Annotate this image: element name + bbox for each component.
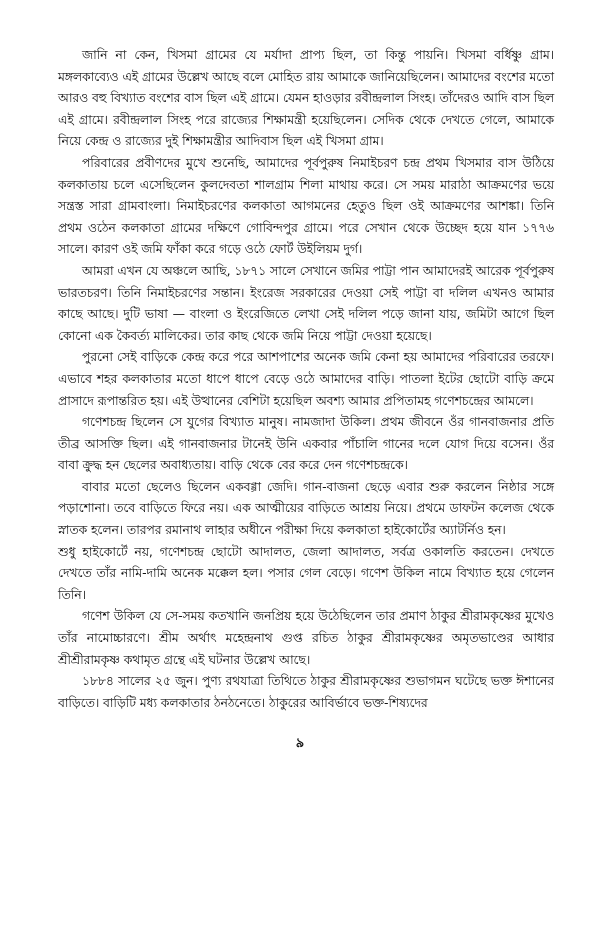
paragraph-6: বাবার মতো ছেলেও ছিলেন একবগ্গা জেদি। গান-বাজনা ছেড়ে এবার শুরু করলেন নিষ্ঠার সঙ্গে পড়াশোনা। তবে বাড়িতে ফিরে নয়। এক আত্মীয়ের বাড়িতে আশ্রয় নিয়ে। প্রথমে ডাফটন কলেজ থেকে স্নাতক হলেন। তারপর রমানাথ লাহার অধীনে পরীক্ষা দিয়ে কলকাতা হাইকোর্টের অ্যাটর্নিও হন। [58, 478, 554, 538]
paragraph-4: পুরনো সেই বাড়িকে কেন্দ্র করে পরে আশপাশের অনেক জমি কেনা হয় আমাদের পরিবারের তরফে। এভাবে শহর কলকাতার মতো ধাপে ধাপে বেড়ে ওঠে আমাদের বাড়ি। পাতলা ইটের ছোটো বাড়ি ক্রমে প্রাসাদে রূপান্তরিত হয়। এই উত্থানের বেশিটা হয়েছিল অবশ্য আমার প্রপিতামহ গণেশচন্দ্রের আমলে। [58, 349, 554, 408]
paragraph-2: পরিবারের প্রবীণদের মুখে শুনেছি, আমাদের পূর্বপুরুষ নিমাইচরণ চন্দ্র প্রথম খিসমার বাস উঠিয়ে কলকাতায় চলে এসেছিলেন কুলদেবতা শালগ্রাম শিলা মাথায় করে। সে সময় মারাঠা আক্রমণের ভয়ে সন্ত্রস্ত সারা গ্রামবাংলা। নিমাইচরণের কলকাতা আগমনের হেতুও ছিল ওই আক্রমণের আশঙ্কা। তিনি প্রথম ওঠেন কলকাতা গ্রামের দক্ষিণে গোবিন্দপুর গ্রামে। পরে সেখান থেকে উচ্ছেদ হয়ে যান ১৭৭৬ সালে। কারণ ওই জমি ফাঁকা করে গড়ে ওঠে ফোর্ট উইলিয়ম দুর্গ। [58, 154, 554, 257]
paragraph-5: গণেশচন্দ্র ছিলেন সে যুগের বিখ্যাত মানুষ। নামজাদা উকিল। প্রথম জীবনে ওঁর গানবাজনার প্রতি তীব্র আসক্তি ছিল। এই গানবাজনার টানেই উনি একবার পাঁচালি গানের দলে যোগ দিয়ে বসেন। ওঁর বাবা ক্রুদ্ধ হন ছেলের অবাধ্যতায়। বাড়ি থেকে বের করে দেন গণেশচন্দ্রকে। [58, 414, 554, 473]
page-number: ৯ [295, 736, 305, 751]
paragraph-7: শুধু হাইকোর্টে নয়, গণেশচন্দ্র ছোটো আদালত, জেলা আদালত, সর্বত্র ওকালতি করতেন। দেখতে দেখতে তাঁর নামি-দামি অনেক মক্কেল হল। পসার গেল বেড়ে। গণেশ উকিল নামে বিখ্যাত হয়ে গেলেন তিনি। [58, 543, 554, 602]
paragraph-3: আমরা এখন যে অঞ্চলে আছি, ১৮৭১ সালে সেখানে জমির পাট্টা পান আমাদেরই আরেক পূর্বপুরুষ ভারতচরণ। তিনি নিমাইচরণের সন্তান। ইংরেজ সরকারের দেওয়া সেই পাট্টা বা দলিল এখনও আমার কাছে আছে। দুটি ভাষা — বাংলা ও ইংরেজিতে লেখা সেই দলিল পড়ে জানা যায়, জমিটা আগে ছিল কোনো এক কৈবর্ত্য মালিকের। তার কাছ থেকে জমি নিয়ে পাট্টা দেওয়া হয়েছে। [58, 262, 554, 343]
paragraph-9: ১৮৮৪ সালের ২৫ জুন। পুণ্য রথযাত্রা তিথিতে ঠাকুর শ্রীরামকৃষ্ণের শুভাগমন ঘটেছে ভক্ত ঈশানের বাড়িতে। বাড়িটি মধ্য কলকাতার ঠনঠনেতে। ঠাকুরের আবির্ভাবে ভক্ত-শিষ্যদের [58, 673, 554, 710]
paragraph-1: জানি না কেন, খিসমা গ্রামের যে মর্যাদা প্রাপ্য ছিল, তা কিন্তু পায়নি। খিসমা বর্ধিষ্ণু গ্রাম। মঙ্গলকাব্যেও এই গ্রামের উল্লেখ আছে বলে মোহিত রায় আমাকে জানিয়েছিলেন। আমাদের বংশের মতো আরও বহু বিখ্যাত বংশের বাস ছিল এই গ্রামে। যেমন হাওড়ার রবীন্দ্রলাল সিংহ। তাঁদেরও আদি বাস ছিল এই গ্রামে। রবীন্দ্রলাল সিংহ পরে রাজ্যের শিক্ষামন্ত্রী হয়েছিলেন। সেদিক থেকে দেখতে গেলে, আমাকে নিয়ে কেন্দ্র ও রাজ্যের দুই শিক্ষামন্ত্রীর আদিবাস ছিল এই খিসমা গ্রাম। [58, 47, 554, 149]
paragraph-8: গণেশ উকিল যে সে-সময় কতখানি জনপ্রিয় হয়ে উঠেছিলেন তার প্রমাণ ঠাকুর শ্রীরামকৃষ্ণের মুখেও তাঁর নামোচ্চারণে। শ্রীম অর্থাৎ মহেন্দ্রনাথ গুপ্ত রচিত ঠাকুর শ্রীরামকৃষ্ণের অমৃতভাণ্ডের আধার শ্রীশ্রীরামকৃষ্ণ কথামৃত গ্রন্থে এই ঘটনার উল্লেখ আছে। [58, 608, 554, 667]
